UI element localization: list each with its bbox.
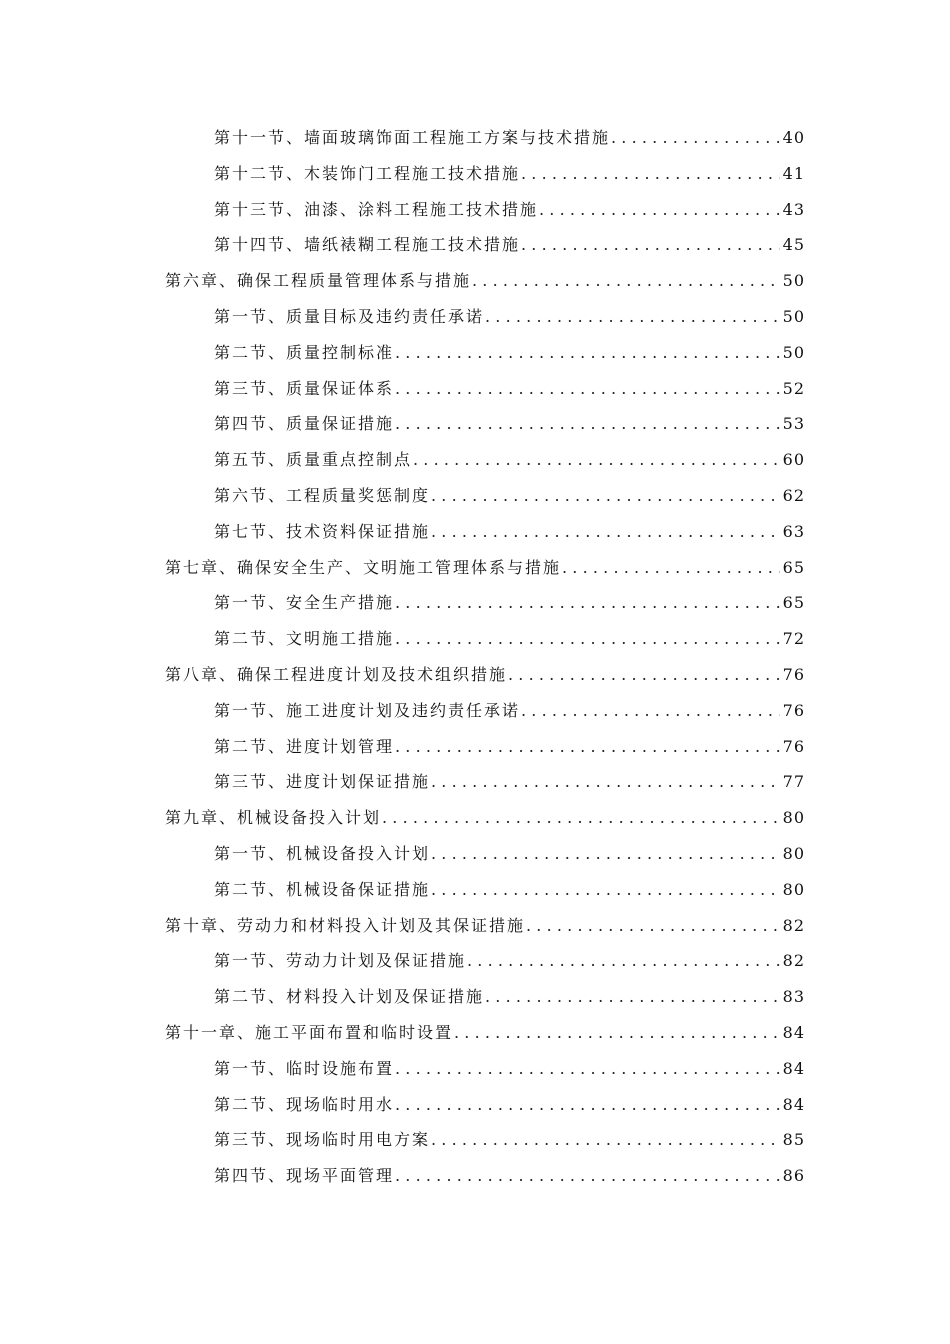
table-of-contents	[0, 120, 950, 1194]
toc-entry-title: 第九章、机械设备投入计划	[165, 808, 382, 828]
toc-entry-page: 45	[782, 235, 805, 255]
toc-entry-title: 第一节、机械设备投入计划	[214, 843, 431, 863]
toc-entry-page: 77	[782, 772, 805, 792]
toc-entry-page: 76	[782, 736, 805, 756]
toc-entry-page: 50	[782, 342, 805, 362]
toc-entry[interactable]	[0, 1122, 950, 1158]
toc-entry-title: 第八章、确保工程进度计划及技术组织措施	[165, 664, 508, 684]
toc-entry-page: 43	[782, 199, 805, 219]
toc-entry-page: 62	[782, 485, 805, 505]
toc-entry-title: 第十一章、施工平面布置和临时设置	[165, 1022, 454, 1042]
toc-entry[interactable]	[0, 872, 950, 908]
toc-entry-page: 82	[782, 915, 805, 935]
toc-entry-title: 第一节、临时设施布置	[214, 1058, 395, 1078]
toc-entry-title: 第三节、质量保证体系	[214, 378, 395, 398]
toc-dot-leader	[431, 872, 780, 908]
toc-entry[interactable]	[0, 621, 950, 657]
toc-dot-leader	[395, 335, 780, 371]
toc-entry-page: 52	[782, 378, 805, 398]
toc-entry-title: 第二节、现场临时用水	[214, 1094, 395, 1114]
toc-entry-page: 84	[782, 1022, 805, 1042]
toc-dot-leader	[395, 585, 780, 621]
toc-dot-leader	[611, 120, 780, 156]
toc-entry[interactable]	[0, 514, 950, 550]
toc-dot-leader	[413, 442, 780, 478]
toc-entry[interactable]	[0, 585, 950, 621]
toc-entry-page: 41	[782, 163, 805, 183]
toc-entry[interactable]	[0, 764, 950, 800]
toc-entry-page: 53	[782, 414, 805, 434]
toc-entry[interactable]	[0, 227, 950, 263]
toc-entry[interactable]	[0, 120, 950, 156]
toc-entry-title: 第一节、安全生产措施	[214, 593, 395, 613]
toc-dot-leader	[431, 1122, 780, 1158]
toc-entry-title: 第十一节、墙面玻璃饰面工程施工方案与技术措施	[214, 128, 611, 147]
toc-entry-title: 第一节、质量目标及违约责任承诺	[214, 306, 485, 326]
toc-entry-page: 80	[782, 879, 805, 899]
toc-entry-title: 第一节、施工进度计划及违约责任承诺	[214, 700, 521, 720]
toc-dot-leader	[431, 836, 780, 872]
toc-dot-leader	[485, 979, 780, 1015]
toc-entry-page: 84	[782, 1094, 805, 1114]
toc-dot-leader	[454, 1015, 780, 1051]
toc-dot-leader	[562, 550, 780, 586]
toc-entry[interactable]	[0, 478, 950, 514]
toc-entry-page: 80	[782, 808, 805, 828]
toc-entry-title: 第七章、确保安全生产、文明施工管理体系与措施	[165, 557, 562, 577]
toc-entry-page: 76	[782, 664, 805, 684]
toc-entry-page: 65	[782, 557, 805, 577]
toc-entry[interactable]	[0, 693, 950, 729]
toc-entry-title: 第三节、进度计划保证措施	[214, 772, 431, 792]
toc-entry[interactable]	[0, 1087, 950, 1123]
toc-dot-leader	[521, 693, 780, 729]
toc-entry-page: 50	[782, 271, 805, 291]
toc-dot-leader	[526, 908, 780, 944]
toc-entry[interactable]	[0, 335, 950, 371]
toc-dot-leader	[395, 1051, 780, 1087]
toc-dot-leader	[395, 371, 780, 407]
toc-dot-leader	[485, 299, 780, 335]
toc-dot-leader	[431, 478, 780, 514]
toc-chapter-entry[interactable]	[0, 800, 950, 836]
toc-entry-title: 第四节、现场平面管理	[214, 1166, 395, 1186]
toc-entry[interactable]	[0, 156, 950, 192]
toc-entry-title: 第五节、质量重点控制点	[214, 450, 413, 470]
toc-entry-title: 第三节、现场临时用电方案	[214, 1130, 431, 1150]
toc-dot-leader	[521, 156, 780, 192]
toc-entry-title: 第十四节、墙纸裱糊工程施工技术措施	[214, 235, 521, 255]
toc-chapter-entry[interactable]	[0, 657, 950, 693]
toc-entry-page: 76	[782, 700, 805, 720]
toc-entry-title: 第二节、进度计划管理	[214, 736, 395, 756]
toc-entry-title: 第二节、质量控制标准	[214, 342, 395, 362]
toc-entry[interactable]	[0, 192, 950, 228]
toc-dot-leader	[508, 657, 780, 693]
toc-entry-title: 第十二节、木装饰门工程施工技术措施	[214, 163, 521, 183]
toc-entry-title: 第十三节、油漆、涂料工程施工技术措施	[214, 199, 539, 219]
toc-dot-leader	[467, 943, 780, 979]
toc-entry[interactable]	[0, 836, 950, 872]
toc-entry[interactable]	[0, 943, 950, 979]
toc-dot-leader	[431, 514, 780, 550]
toc-entry-title: 第十章、劳动力和材料投入计划及其保证措施	[165, 915, 526, 935]
toc-entry-page: 63	[782, 521, 805, 541]
toc-entry-page: 82	[782, 951, 805, 971]
toc-entry-page: 85	[782, 1130, 805, 1150]
toc-dot-leader	[395, 1158, 780, 1194]
toc-entry[interactable]	[0, 729, 950, 765]
toc-entry-title: 第四节、质量保证措施	[214, 414, 395, 434]
toc-entry-page: 86	[782, 1166, 805, 1186]
toc-dot-leader	[395, 729, 780, 765]
toc-chapter-entry[interactable]	[0, 1015, 950, 1051]
toc-entry-title: 第一节、劳动力计划及保证措施	[214, 951, 467, 971]
toc-entry-page: 50	[782, 306, 805, 326]
toc-chapter-entry[interactable]	[0, 908, 950, 944]
toc-entry-title: 第二节、机械设备保证措施	[214, 879, 431, 899]
toc-entry-title: 第六节、工程质量奖惩制度	[214, 485, 431, 505]
toc-entry[interactable]	[0, 299, 950, 335]
toc-dot-leader	[395, 406, 780, 442]
toc-chapter-entry[interactable]	[0, 263, 950, 299]
toc-dot-leader	[472, 263, 780, 299]
toc-entry-title: 第七节、技术资料保证措施	[214, 521, 431, 541]
toc-entry-page: 84	[782, 1058, 805, 1078]
toc-entry[interactable]	[0, 1158, 950, 1194]
toc-entry[interactable]	[0, 1051, 950, 1087]
toc-entry-title: 第二节、材料投入计划及保证措施	[214, 987, 485, 1007]
toc-entry[interactable]	[0, 442, 950, 478]
toc-dot-leader	[395, 1087, 780, 1123]
toc-entry[interactable]	[0, 406, 950, 442]
toc-dot-leader	[382, 800, 780, 836]
toc-entry-page: 83	[782, 987, 805, 1007]
toc-entry-title: 第六章、确保工程质量管理体系与措施	[165, 271, 472, 291]
toc-dot-leader	[521, 227, 780, 263]
toc-entry-page: 40	[782, 128, 805, 147]
toc-entry-page: 60	[782, 450, 805, 470]
toc-dot-leader	[431, 764, 780, 800]
toc-entry[interactable]	[0, 371, 950, 407]
toc-entry[interactable]	[0, 979, 950, 1015]
toc-dot-leader	[539, 192, 780, 228]
toc-entry-page: 65	[782, 593, 805, 613]
toc-entry-title: 第二节、文明施工措施	[214, 629, 395, 649]
toc-entry-page: 80	[782, 843, 805, 863]
toc-chapter-entry[interactable]	[0, 550, 950, 586]
toc-dot-leader	[395, 621, 780, 657]
toc-entry-page: 72	[782, 629, 805, 649]
